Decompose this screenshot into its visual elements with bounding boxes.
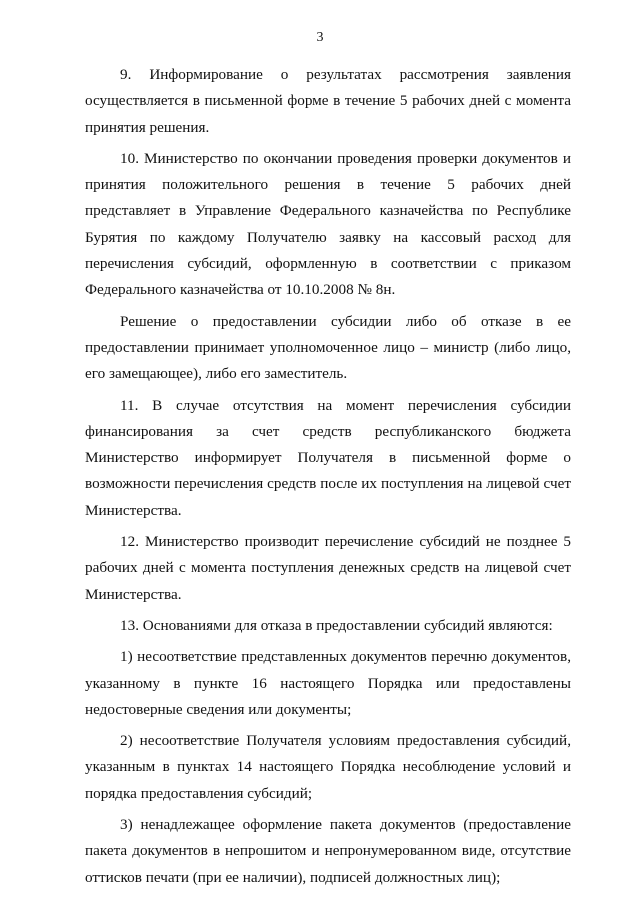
- page-number: 3: [316, 30, 324, 45]
- paragraph-11: 11. В случае отсутствия на момент перечисления субсидии финансирования за счет средств республиканского бюджета Министерство информирует Получателя в письменной форме о возможности перечисления средств после их поступления на лицевой счет Министерства.: [85, 396, 571, 519]
- list-item-2: 2) несоответствие Получателя условиям предоставления субсидий, указанным в пунктах 14 настоящего Порядка несоблюдение условий и порядка предоставления субсидий;: [85, 732, 571, 802]
- paragraph-13: 13. Основаниями для отказа в предоставлении субсидий являются:: [120, 616, 553, 634]
- list-item-3: 3) ненадлежащее оформление пакета документов (предоставление пакета документов в непрошитом и непронумерованном виде, отсутствие оттисков печати (при ее наличии), подписей должностных лиц);: [85, 816, 571, 886]
- list-item-1: 1) несоответствие представленных документов перечню документов, указанному в пункте 16 настоящего Порядка или предоставлены недостоверные сведения или документы;: [85, 648, 571, 718]
- paragraph-12: 12. Министерство производит перечисление субсидий не позднее 5 рабочих дней с момента поступления денежных средств на лицевой счет Министерства.: [85, 533, 571, 603]
- paragraph-9: 9. Информирование о результатах рассмотрения заявления осуществляется в письменной форме в течение 5 рабочих дней с момента принятия решения.: [85, 66, 571, 136]
- paragraph-decision: Решение о предоставлении субсидии либо об отказе в ее предоставлении принимает уполномоченное лицо – министр (либо лицо, его замещающее), либо его заместитель.: [85, 312, 571, 383]
- paragraph-10: 10. Министерство по окончании проведения проверки документов и принятия положительного решения в течение 5 рабочих дней представляет в Управление Федерального казначейства по Республике Бурятия по каждому Получателю заявку на кассовый расход для перечисления субсидий, оформленную в соответствии с приказом Федерального казначейства от 10.10.2008 № 8н.: [85, 149, 571, 299]
- document-body: [85, 62, 571, 896]
